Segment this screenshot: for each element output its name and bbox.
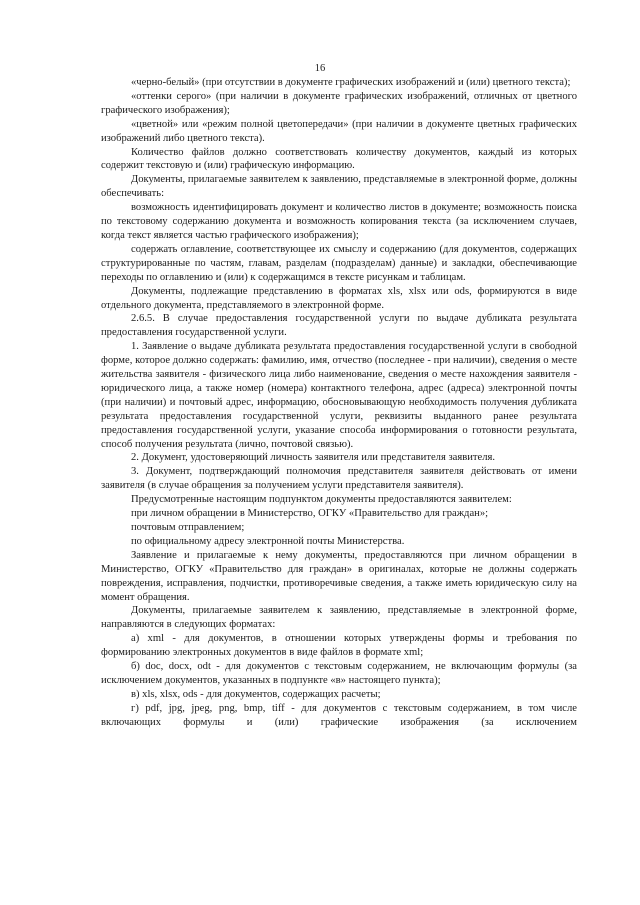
paragraph: Предусмотренные настоящим подпунктом документы предоставляются заявителем:	[131, 494, 512, 506]
paragraph: 2.6.5. В случае предоставления государственной услуги по выдаче дубликата результата предоставления государственной услуги.	[101, 313, 577, 339]
paragraph: 3. Документ, подтверждающий полномочия представителя заявителя действовать от имени заявителя (в случае обращения за получением услуги представителя заявителя).	[101, 466, 577, 492]
paragraph: г) pdf, jpg, jpeg, png, bmp, tiff - для документов с текстовым содержанием, в том числе включающих формулы и (или) графические изображения (за исключением	[101, 702, 577, 728]
paragraph: «цветной» или «режим полной цветопередачи» (при наличии в документе цветных графических изображений либо цветного текста).	[101, 118, 577, 144]
page-number: 16	[314, 63, 326, 74]
paragraph: «черно-белый» (при отсутствии в документе графических изображений и (или) цветного текста);	[131, 77, 571, 88]
paragraph: Количество файлов должно соответствовать количеству документов, каждый из которых содержит текстовую и (или) графическую информацию.	[101, 146, 577, 172]
paragraph: содержать оглавление, соответствующее их смыслу и содержанию (для документов, содержащих структурированные по частям, главам, разделам (подразделам) данные) и закладки, обеспечивающие переходы по оглавлению и (или) к содержащимся в тексте рисункам и таблицам.	[101, 243, 577, 283]
paragraph: Документы, прилагаемые заявителем к заявлению, представляемые в электронной форме, должны обеспечивать:	[101, 174, 577, 200]
paragraph: 1. Заявление о выдаче дубликата результата предоставления государственной услуги в свободной форме, которое должно содержать: фамилию, имя, отчество (последнее - при наличии), сведения о месте жительства заявителя - физического лица либо наименование, сведения о месте нахождения заявителя - юридического лица, а также номер (номера) контактного телефона, адрес (адреса) электронной почты (при наличии) и почтовый адрес, информацию, обосновывающую необходимость получения дубликата результата предоставления государственной услуги, реквизиты выданного ранее результата предоставления государственной услуги, указание способа информирования о готовности результата, способ получения результата (лично, почтовой связью).	[101, 341, 577, 450]
paragraph: при личном обращении в Министерство, ОГКУ «Правительство для граждан»;	[131, 508, 489, 520]
paragraph: возможность идентифицировать документ и количество листов в документе; возможность поиска по текстовому содержанию документа и возможность копирования текста (за исключением случаев, когда текст является частью графического изображения);	[101, 202, 577, 241]
paragraph: 2. Документ, удостоверяющий личность заявителя или представителя заявителя.	[131, 452, 496, 464]
paragraph: Документы, прилагаемые заявителем к заявлению, представляемые в электронной форме, направляются в следующих форматах:	[101, 605, 577, 631]
paragraph: а) xml - для документов, в отношении которых утверждены формы и требования по формированию электронных документов в виде файлов в формате xml;	[101, 633, 577, 659]
paragraph: Заявление и прилагаемые к нему документы, предоставляются при личном обращении в Министерство, ОГКУ «Правительство для граждан» в оригиналах, которые не должны содержать повреждения, исправления, подчистки, противоречивые сведения, а также иметь юридическую силу на момент обращения.	[101, 549, 577, 603]
paragraph: почтовым отправлением;	[131, 522, 245, 533]
paragraph: Документы, подлежащие представлению в форматах xls, xlsx или ods, формируются в виде отдельного документа, представляемого в электронной форме.	[101, 285, 577, 311]
paragraph: в) xls, xlsx, ods - для документов, содержащих расчеты;	[131, 688, 381, 700]
paragraph: б) doc, docx, odt - для документов с текстовым содержанием, не включающим формулы (за исключением документов, указанных в подпункте «в» настоящего пункта);	[101, 661, 577, 686]
paragraph: «оттенки серого» (при наличии в документе графических изображений, отличных от цветного графического изображения);	[101, 90, 577, 116]
document-body	[101, 76, 577, 730]
paragraph: по официальному адресу электронной почты Министерства.	[131, 535, 405, 547]
